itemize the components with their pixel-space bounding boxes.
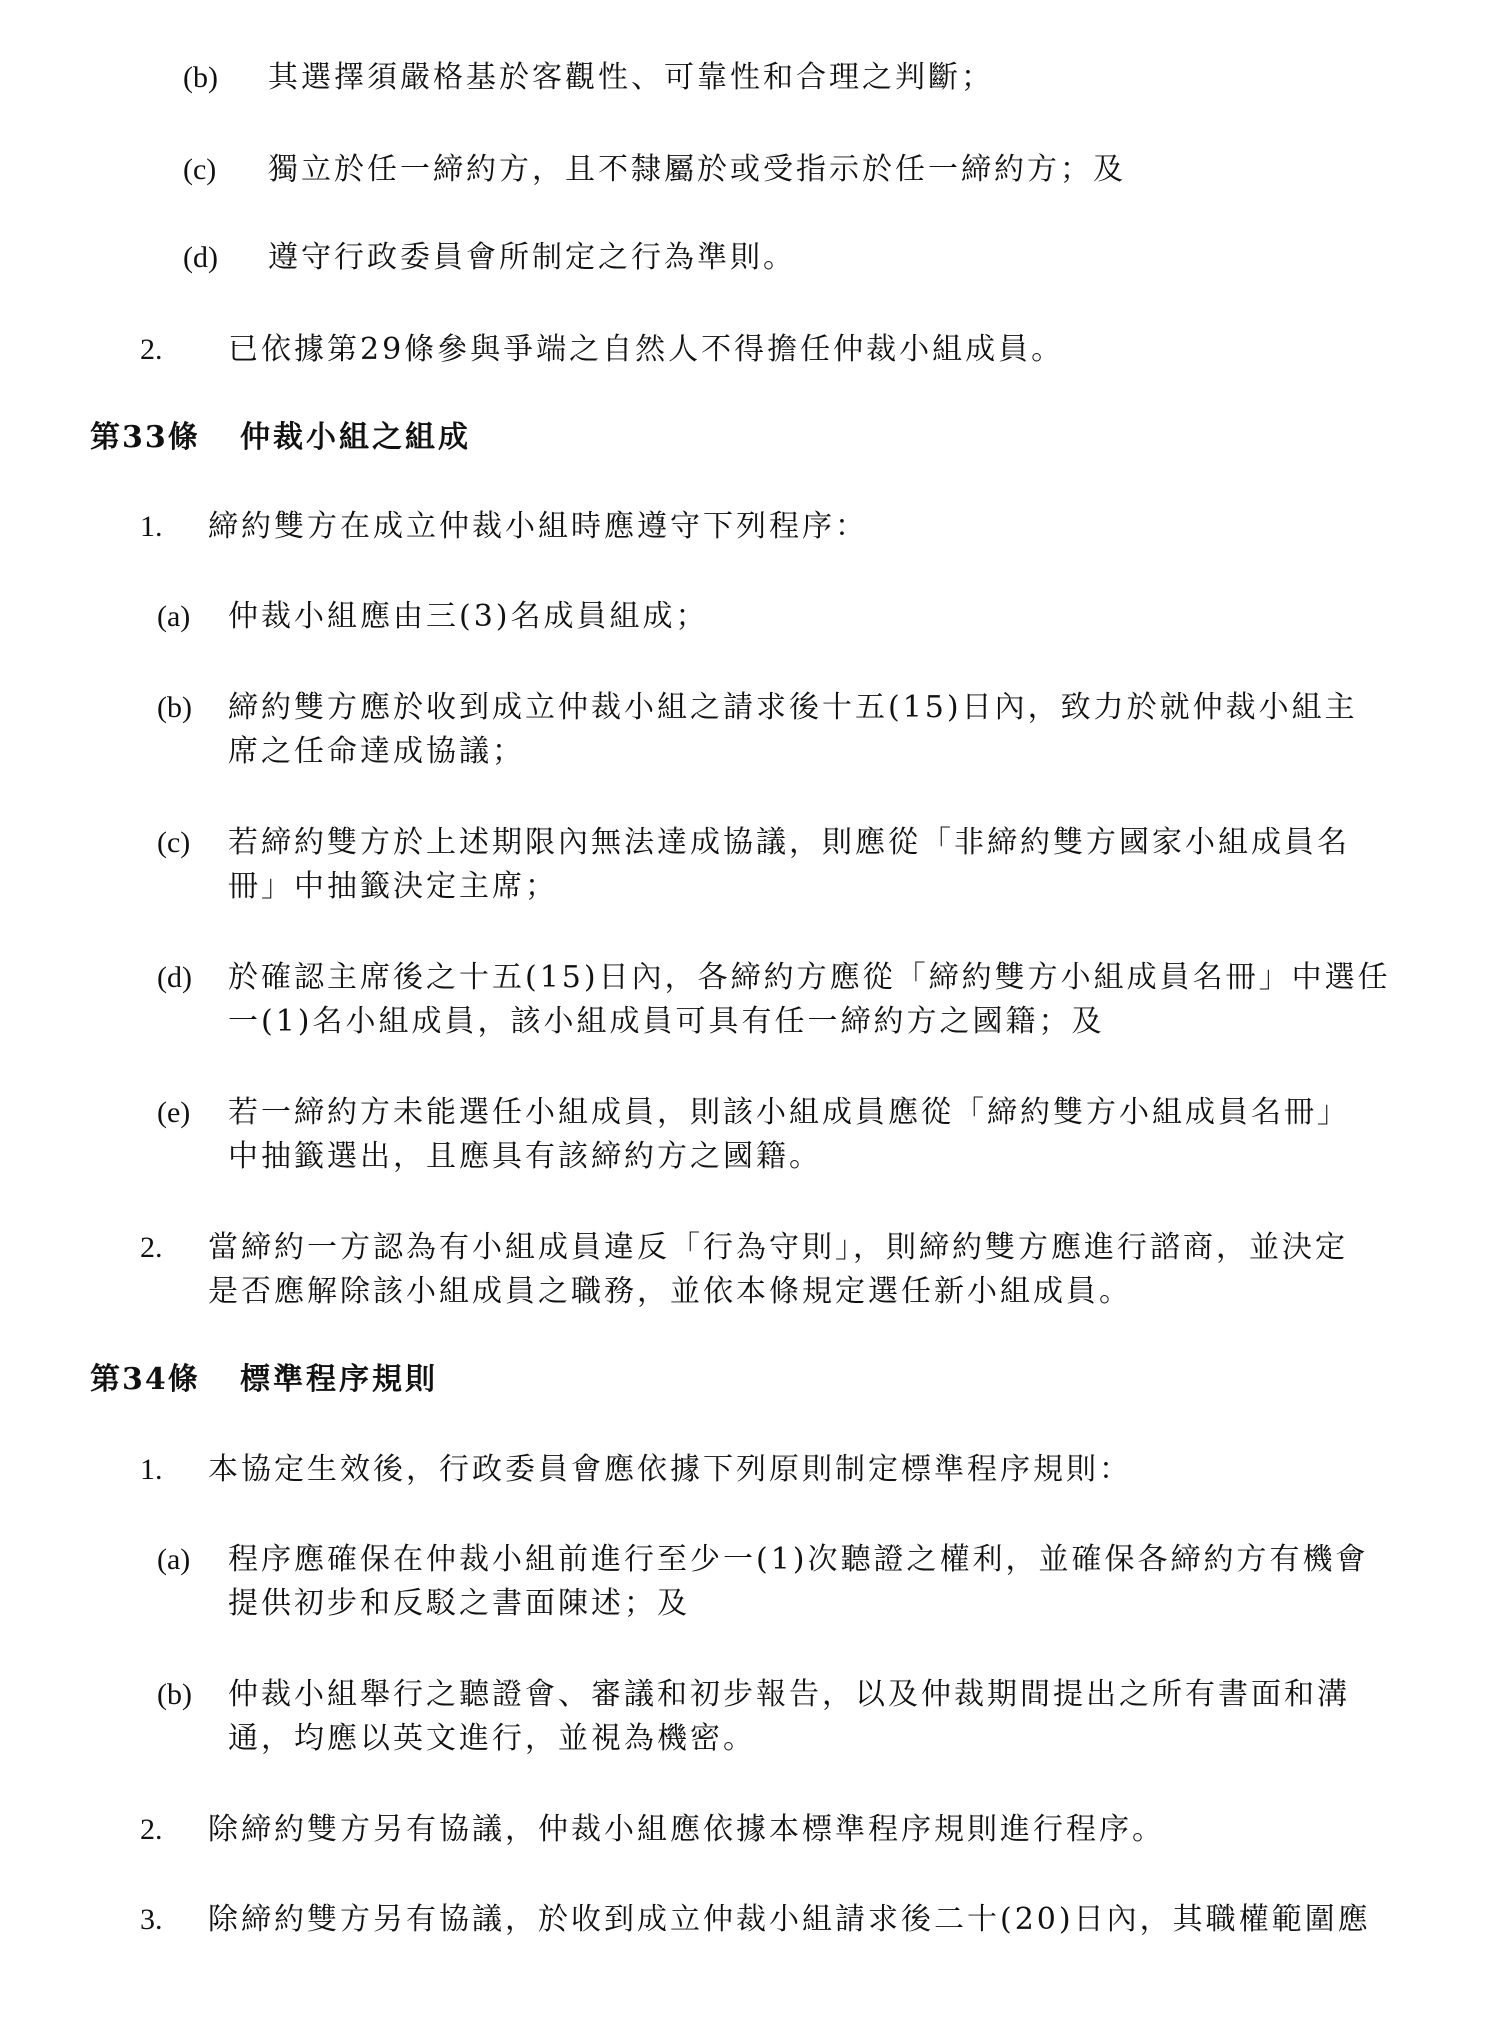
art34-para3-marker: 3. bbox=[140, 1903, 163, 1936]
art33-item-d-line1: 於確認主席後之十五(15)日內，各締約方應從「締約雙方小組成員名冊」中選任 bbox=[228, 960, 1391, 995]
item-text-d: 遵守行政委員會所制定之行為準則。 bbox=[268, 240, 796, 275]
art34-para1-text: 本協定生效後，行政委員會應依據下列原則制定標準程序規則： bbox=[208, 1452, 1132, 1487]
art33-para2-marker: 2. bbox=[140, 1231, 163, 1264]
item-marker-d: (d) bbox=[183, 241, 218, 274]
art34-item-a-marker: (a) bbox=[157, 1543, 191, 1576]
art33-item-c-line2: 冊」中抽籤決定主席； bbox=[228, 869, 558, 904]
item-text-b: 其選擇須嚴格基於客觀性、可靠性和合理之判斷； bbox=[268, 60, 994, 95]
article-34-number: 第34條 bbox=[90, 1362, 200, 1397]
art34-para3-text: 除締約雙方另有協議，於收到成立仲裁小組請求後二十(20)日內，其職權範圍應 bbox=[208, 1902, 1371, 1937]
art33-item-c-marker: (c) bbox=[157, 826, 191, 859]
art33-item-a-line1: 仲裁小組應由三(3)名成員組成； bbox=[228, 599, 709, 634]
art34-item-b-line1: 仲裁小組舉行之聽證會、審議和初步報告，以及仲裁期間提出之所有書面和溝 bbox=[228, 1677, 1350, 1712]
art33-item-d-line2: 一(1)名小組成員，該小組成員可具有任一締約方之國籍；及 bbox=[228, 1004, 1105, 1039]
art34-item-b-line2: 通，均應以英文進行，並視為機密。 bbox=[228, 1721, 756, 1756]
art34-para2-marker: 2. bbox=[140, 1813, 163, 1846]
art33-para1-marker: 1. bbox=[140, 510, 163, 543]
art34-item-b-marker: (b) bbox=[157, 1678, 192, 1711]
art33-item-b-line1: 締約雙方應於收到成立仲裁小組之請求後十五(15)日內，致力於就仲裁小組主 bbox=[228, 690, 1358, 725]
art34-para1-marker: 1. bbox=[140, 1453, 163, 1486]
art33-para2-line2: 是否應解除該小組成員之職務，並依本條規定選任新小組成員。 bbox=[208, 1274, 1132, 1309]
art33-item-a-marker: (a) bbox=[157, 600, 191, 633]
item-marker-c: (c) bbox=[183, 153, 217, 186]
art33-item-b-marker: (b) bbox=[157, 691, 192, 724]
art33-item-e-line1: 若一締約方未能選任小組成員，則該小組成員應從「締約雙方小組成員名冊」 bbox=[228, 1095, 1350, 1130]
art33-item-e-line2: 中抽籤選出，且應具有該締約方之國籍。 bbox=[228, 1139, 822, 1174]
article-33-title: 仲裁小組之組成 bbox=[240, 420, 471, 455]
item-text-c: 獨立於任一締約方，且不隸屬於或受指示於任一締約方；及 bbox=[268, 152, 1126, 187]
art34-para2-text: 除締約雙方另有協議，仲裁小組應依據本標準程序規則進行程序。 bbox=[208, 1812, 1165, 1847]
art33-item-d-marker: (d) bbox=[157, 961, 192, 994]
art33-item-c-line1: 若締約雙方於上述期限內無法達成協議，則應從「非締約雙方國家小組成員名 bbox=[228, 825, 1350, 860]
paragraph-text-2: 已依據第29條參與爭端之自然人不得擔任仲裁小組成員。 bbox=[228, 332, 1065, 367]
art33-item-b-line2: 席之任命達成協議； bbox=[228, 734, 525, 769]
paragraph-marker-2: 2. bbox=[140, 333, 163, 366]
art33-item-e-marker: (e) bbox=[157, 1096, 191, 1129]
art33-para1-text: 締約雙方在成立仲裁小組時應遵守下列程序： bbox=[208, 509, 868, 544]
art33-para2-line1: 當締約一方認為有小組成員違反「行為守則」，則締約雙方應進行諮商，並決定 bbox=[208, 1230, 1348, 1265]
art34-item-a-line1: 程序應確保在仲裁小組前進行至少一(1)次聽證之權利，並確保各締約方有機會 bbox=[228, 1542, 1369, 1577]
article-33-number: 第33條 bbox=[90, 420, 200, 455]
item-marker-b: (b) bbox=[183, 61, 218, 94]
art34-item-a-line2: 提供初步和反駁之書面陳述；及 bbox=[228, 1586, 690, 1621]
article-34-title: 標準程序規則 bbox=[240, 1362, 438, 1397]
